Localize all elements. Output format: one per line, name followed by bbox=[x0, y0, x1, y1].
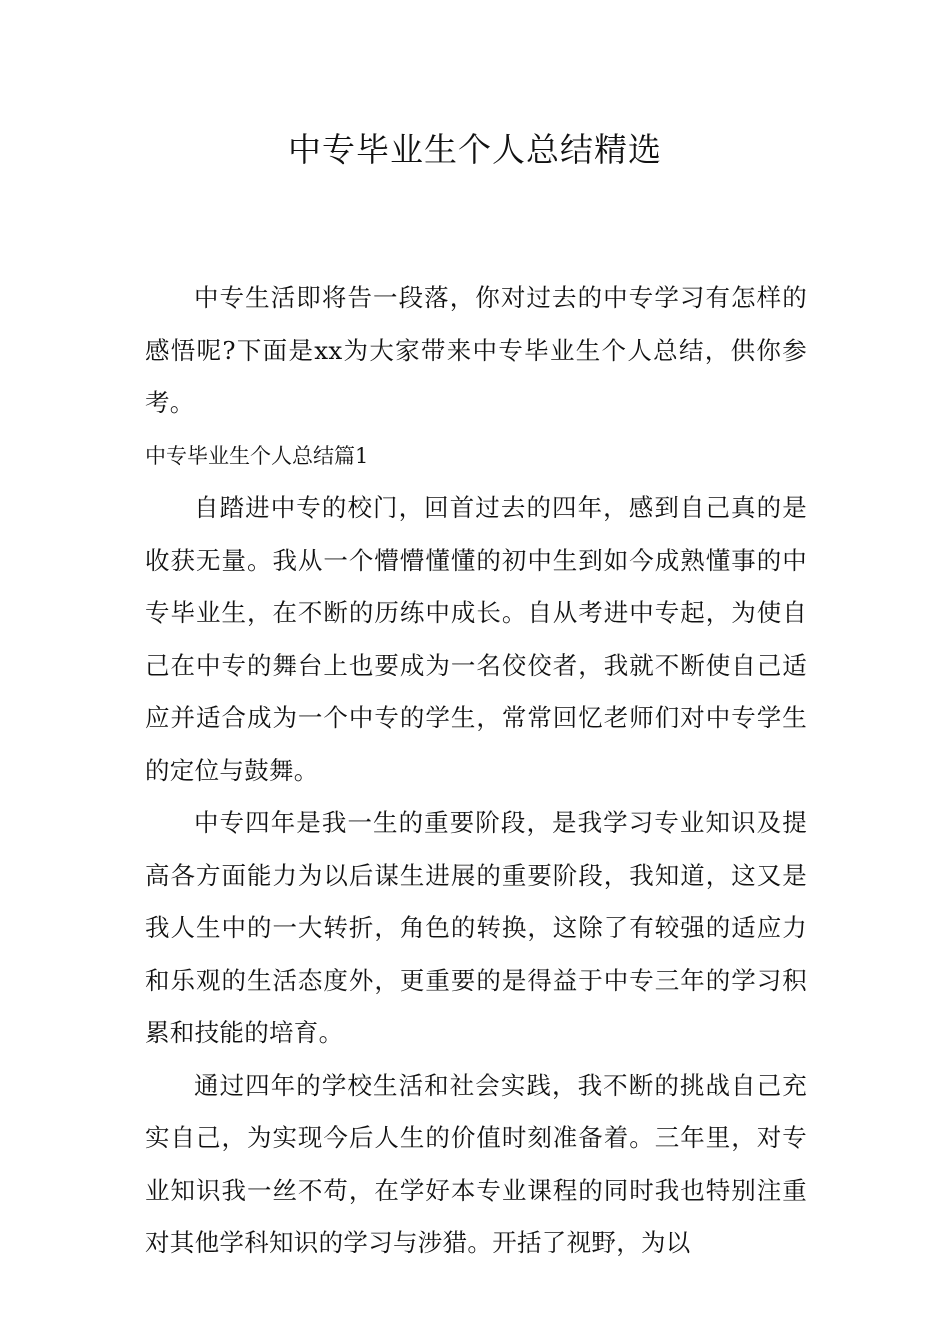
document-title: 中专毕业生个人总结精选 bbox=[288, 130, 662, 169]
document-body bbox=[145, 272, 807, 1270]
body-paragraph-1: 自踏进中专的校门，回首过去的四年，感到自己真的是收获无量。我从一个懵懵懂懂的初中生到如今成熟懂事的中专毕业生，在不断的历练中成长。自从考进中专起，为使自己在中专的舞台上也要成为一名佼佼者，我就不断使自己适应并适合成为一个中专的学生，常常回忆老师们对中专学生的定位与鼓舞。 bbox=[145, 493, 807, 785]
intro-paragraph: 中专生活即将告一段落，你对过去的中专学习有怎样的感悟呢?下面是xx为大家带来中专毕业生个人总结，供你参考。 bbox=[145, 283, 807, 417]
body-paragraph-2: 中专四年是我一生的重要阶段，是我学习专业知识及提高各方面能力为以后谋生进展的重要阶段，我知道，这又是我人生中的一大转折，角色的转换，这除了有较强的适应力和乐观的生活态度外，更重要的是得益于中专三年的学习积累和技能的培育。 bbox=[145, 808, 807, 1047]
section-heading: 中专毕业生个人总结篇1 bbox=[145, 443, 369, 468]
body-paragraph-3: 通过四年的学校生活和社会实践，我不断的挑战自己充实自己，为实现今后人生的价值时刻准备着。三年里，对专业知识我一丝不苟，在学好本专业课程的同时我也特别注重对其他学科知识的学习与涉猎。开括了视野，为以 bbox=[145, 1070, 807, 1257]
